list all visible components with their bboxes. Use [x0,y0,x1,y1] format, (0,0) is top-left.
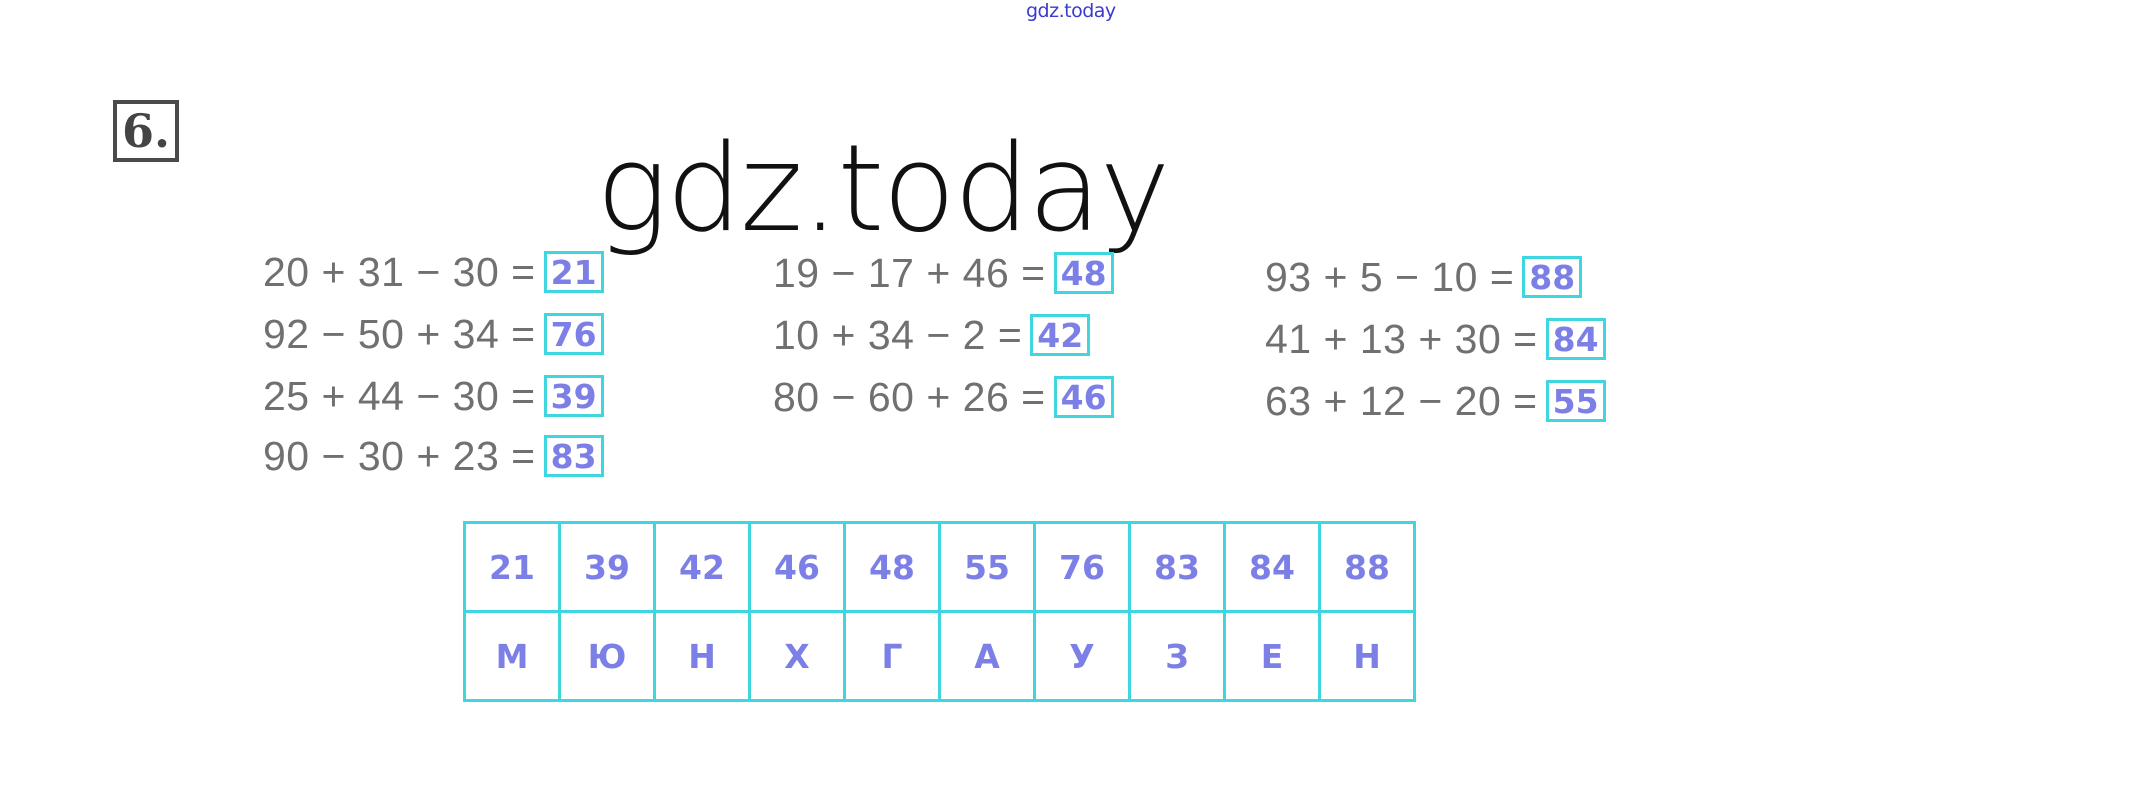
code-table-letter: Г [845,612,940,701]
code-table-letters-row [465,612,1415,701]
equation [773,373,1114,420]
equation [1265,315,1606,362]
code-table [463,521,1416,702]
answer-box: 21 [544,251,604,293]
answer-box: 46 [1054,376,1114,418]
equation-expression: 25 + 44 − 30 = [263,372,536,419]
equation-expression: 41 + 13 + 30 = [1265,315,1538,362]
equation-expression: 92 − 50 + 34 = [263,310,536,357]
code-table-numbers-row [465,523,1415,612]
equation [263,310,604,357]
code-table-letter: М [465,612,560,701]
code-table-number: 46 [750,523,845,612]
code-table-number: 84 [1225,523,1320,612]
code-table-letter: А [940,612,1035,701]
equation [263,432,604,479]
equation-expression: 63 + 12 − 20 = [1265,377,1538,424]
equation [773,249,1114,296]
answer-box: 88 [1522,256,1582,298]
code-table-letter: Н [1320,612,1415,701]
code-table-letter: Н [655,612,750,701]
equation [773,311,1090,358]
code-table-number: 42 [655,523,750,612]
answer-box: 83 [544,435,604,477]
code-table-number: 83 [1130,523,1225,612]
answer-box: 76 [544,313,604,355]
watermark-large: gdz.today [596,120,1169,259]
code-table-number: 88 [1320,523,1415,612]
answer-box: 48 [1054,252,1114,294]
code-table-letter: У [1035,612,1130,701]
code-table-number: 48 [845,523,940,612]
code-table-letter: Х [750,612,845,701]
code-table-letter: З [1130,612,1225,701]
equation [1265,253,1582,300]
equation-expression: 19 − 17 + 46 = [773,249,1046,296]
task-number: 6. [113,100,179,162]
answer-box: 42 [1030,314,1090,356]
code-table-number: 76 [1035,523,1130,612]
code-table-letter: Е [1225,612,1320,701]
answer-box: 55 [1546,380,1606,422]
code-table-number: 55 [940,523,1035,612]
code-table-number: 21 [465,523,560,612]
equation-expression: 20 + 31 − 30 = [263,248,536,295]
code-table-letter: Ю [560,612,655,701]
code-table-number: 39 [560,523,655,612]
equation-expression: 90 − 30 + 23 = [263,432,536,479]
equation [263,372,604,419]
equation [1265,377,1606,424]
answer-box: 84 [1546,318,1606,360]
equation-expression: 10 + 34 − 2 = [773,311,1023,358]
watermark-small: gdz.today [1026,0,1116,22]
equation-expression: 93 + 5 − 10 = [1265,253,1515,300]
equation-expression: 80 − 60 + 26 = [773,373,1046,420]
equation [263,248,604,295]
answer-box: 39 [544,375,604,417]
